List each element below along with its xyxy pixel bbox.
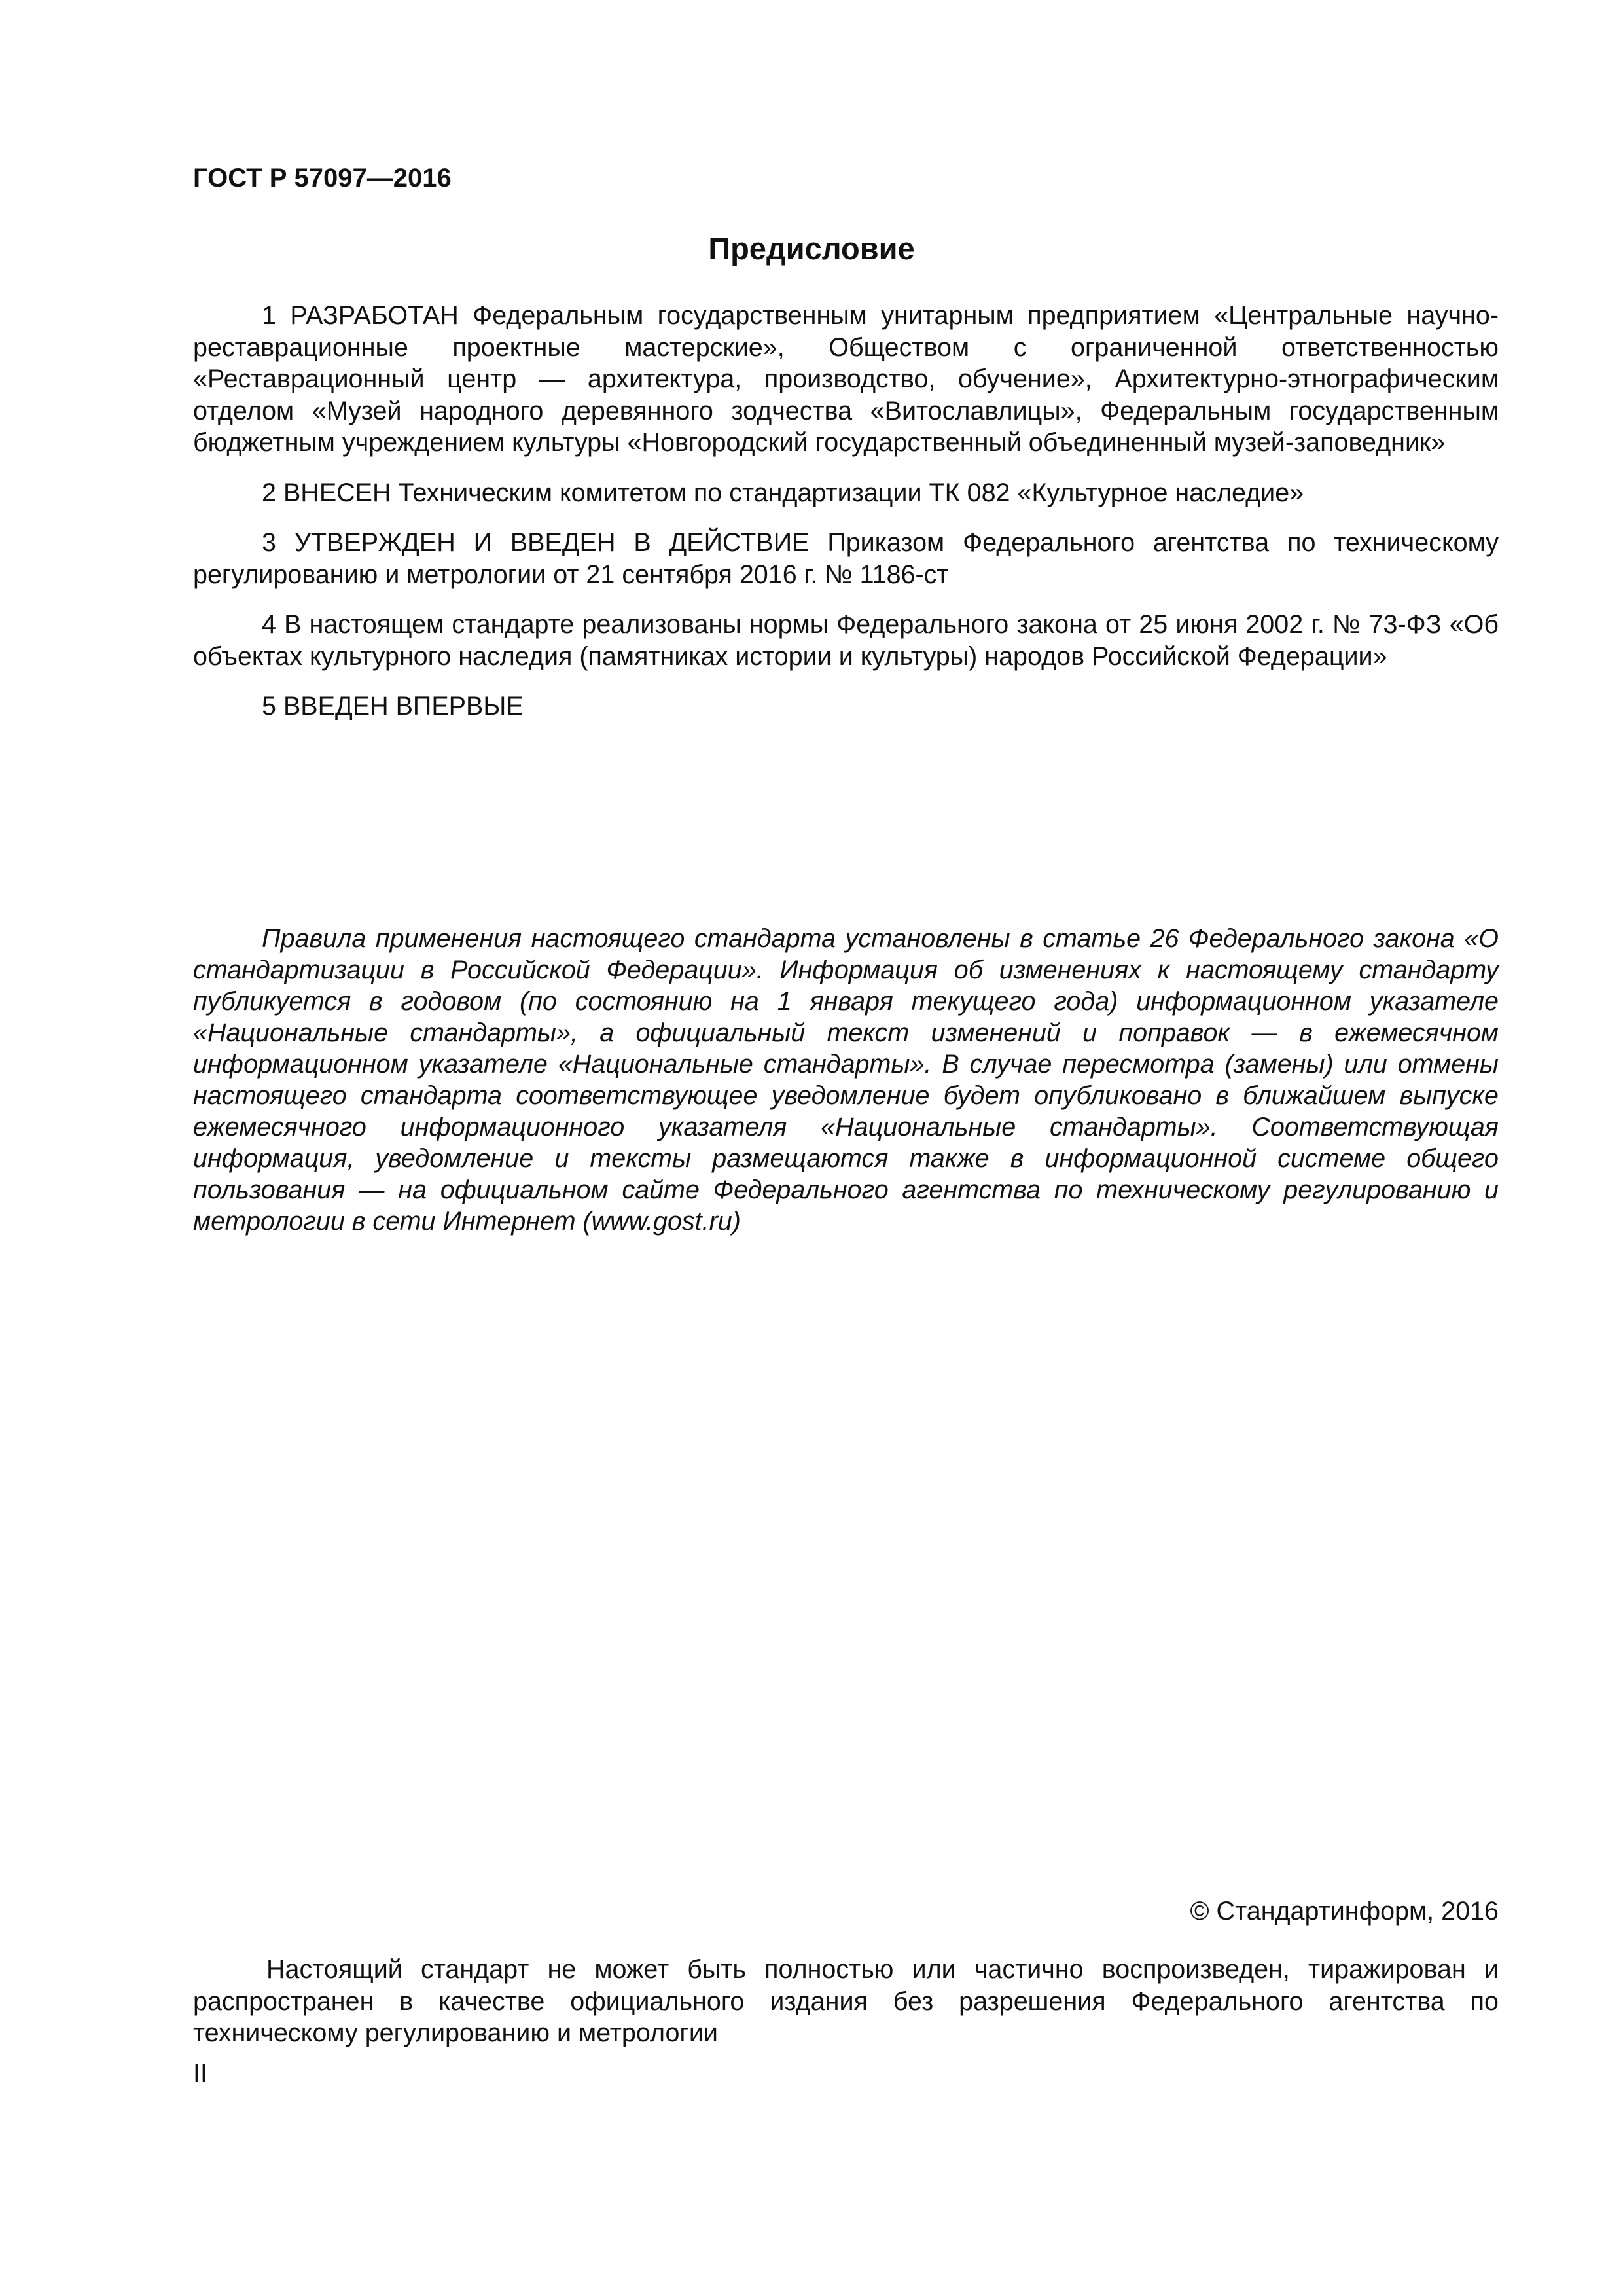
paragraph-approved: 3 УТВЕРЖДЕН И ВВЕДЕН В ДЕЙСТВИЕ Приказом Федерального агентства по техническому регулированию и метрологии от 21 сентября 2016 г. № 1186-ст: [193, 528, 1499, 589]
paragraph-developed: 1 РАЗРАБОТАН Федеральным государственным унитарным предприятием «Центральные научно-реставрационные проектные мастерские», Обществом с ограниченной ответственностью «Реставрационный центр — архитектура, производство, обучение», Архитектурно-этнографическим отделом «Музей народного деревянного зодчества «Витославлицы», Федеральным государственным бюджетным учреждением культуры «Новгородский государственный объединенный музей-заповедник»: [193, 301, 1499, 457]
page-number: II: [193, 2059, 207, 2088]
page-title: Предисловие: [708, 231, 915, 266]
rules-notice: Правила применения настоящего стандарта установлены в статье 26 Федерального закона «О стандартизации в Российской Федерации». Информация об изменениях к настоящему стандарту публикуется в годовом (по состоянию на 1 января текущего года) информационном указателе «Национальные стандарты», а официальный текст изменений и поправок — в ежемесячном информационном указателе «Национальные стандарты». В случае пересмотра (замены) или отмены настоящего стандарта соответствующее уведомление будет опубликовано в ближайшем выпуске ежемесячного информационного указателя «Национальные стандарты». Соответствующая информация, уведомление и тексты размещаются также в информационной системе общего пользования — на официальном сайте Федерального агентства по техническому регулированию и метрологии в сети Интернет (www.gost.ru): [193, 924, 1499, 1236]
foreword-body: [193, 300, 1499, 741]
paragraph-introduced: 2 ВНЕСЕН Техническим комитетом по стандартизации ТК 082 «Культурное наследие»: [262, 478, 1304, 507]
reproduction-notice: Настоящий стандарт не может быть полностью или частично воспроизведен, тиражирован и распространен в качестве официального издания без разрешения Федерального агентства по техническому регулированию и метрологии: [193, 1955, 1499, 2047]
paragraph-law: 4 В настоящем стандарте реализованы нормы Федерального закона от 25 июня 2002 г. № 73-ФЗ «Об объектах культурного наследия (памятниках истории и культуры) народов Российской Федерации»: [193, 610, 1499, 671]
rules-notice-block: [193, 923, 1499, 1237]
paragraph-first-introduced: 5 ВВЕДЕН ВПЕРВЫЕ: [262, 692, 524, 721]
copyright: © Стандартинформ, 2016: [1190, 1897, 1499, 1926]
reproduction-notice-block: [193, 1954, 1499, 2049]
document-number: ГОСТ Р 57097—2016: [193, 164, 452, 192]
